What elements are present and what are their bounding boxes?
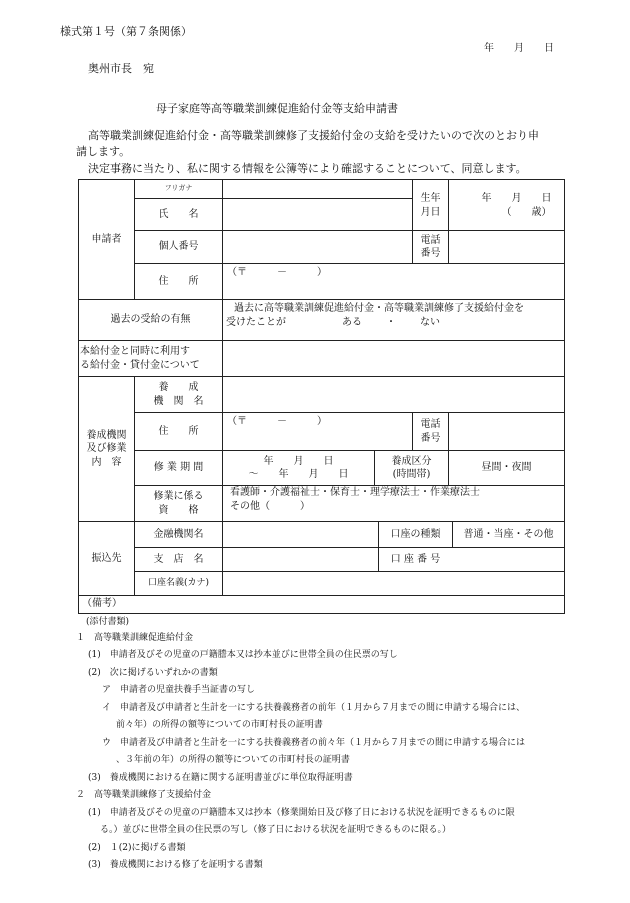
training-section-line3: 内 容	[91, 456, 122, 468]
training-section-line1: 養成機関	[86, 429, 127, 441]
attachment-item: (1) 申請者及びその児童の戸籍謄本又は抄本並びに世帯全員の住民票の写し	[88, 650, 398, 660]
training-division-value[interactable]: 昼間・夜間	[481, 462, 532, 474]
attachment-item: (3) 養成機関における在籍に関する証明書並びに単位取得証明書	[88, 773, 353, 783]
attachment-item: (3) 養成機関における修了を証明する書類	[88, 860, 263, 870]
training-division-line1: 養成区分	[391, 455, 432, 467]
document-title: 母子家庭等高等職業訓練促進給付金等支給申請書	[156, 102, 398, 115]
attachment-item: １ 高等職業訓練促進給付金	[76, 633, 194, 643]
address-label: 住 所	[158, 275, 199, 287]
training-division-line2: (時間帯)	[392, 469, 431, 480]
intro-line-1: 高等職業訓練促進給付金・高等職業訓練修了支援給付金の支給を受けたいので次のとおり申	[88, 129, 539, 142]
training-section-line2: 及び修業	[86, 443, 127, 455]
branch-name-input[interactable]	[223, 548, 378, 571]
birth-label-line1: 生年	[420, 193, 441, 204]
attachment-item: イ 申請者及び申請者と生計を一にする扶養義務者の前年（１月から７月までの間に申請する場合には、	[102, 703, 526, 713]
account-holder-label: 口座名義(カナ)	[147, 578, 210, 589]
qualification-options[interactable]	[230, 486, 562, 521]
applicant-section-label: 申請者	[91, 233, 122, 245]
birth-date-label	[413, 181, 448, 230]
attachment-item: ２ 高等職業訓練修了支援給付金	[76, 790, 212, 800]
training-phone-line1: 電話	[420, 419, 441, 430]
attachment-item: (2) １(2)に掲げる書類	[88, 843, 186, 853]
furigana-input[interactable]	[223, 180, 412, 198]
phone-input[interactable]	[449, 231, 564, 263]
concurrent-line1: 本給付金と同時に利用す	[80, 346, 190, 357]
attachment-item: (2) 次に掲げるいずれかの書類	[88, 668, 218, 678]
past-receipt-line1: 過去に高等職業訓練促進給付金・高等職業訓練修了支援給付金を	[234, 303, 524, 314]
phone-label-line1: 電話	[420, 234, 441, 246]
attachment-item: (1) 申請者及びその児童の戸籍謄本又は抄本（修業開始日及び修了日における状況を証明できるものに限	[88, 808, 515, 818]
form-number: 様式第１号（第７条関係）	[60, 25, 192, 38]
phone-label-line2: 番号	[420, 248, 441, 259]
branch-name-label: 支 店 名	[153, 553, 204, 565]
remarks-label: （備考）	[82, 598, 122, 609]
attachment-item: 前々年）の所得の額等についての市町村長の証明書	[116, 720, 323, 730]
qualification-label-line2: 資 格	[158, 504, 199, 516]
qualification-label	[135, 486, 222, 521]
training-section-label	[79, 377, 134, 521]
concurrent-benefits-label	[80, 341, 222, 376]
attachment-item: 、３年前の年）の所得の額等についての市町村長の証明書	[116, 755, 350, 765]
attachments-heading: (添付書類)	[86, 617, 130, 627]
account-number-label: 口 座 番 号	[390, 553, 441, 565]
institution-label-line1: 養 成	[158, 382, 199, 393]
institution-label-line2: 機 関 名	[153, 395, 204, 407]
individual-number-label: 個人番号	[158, 241, 199, 253]
name-input[interactable]	[223, 199, 412, 230]
training-period-start: 年 月 日	[263, 455, 334, 467]
attachment-item: る。）並びに世帯全員の住民票の写し（修了日における状況を証明できるものに限る。）	[100, 825, 452, 835]
consent-statement: 決定事務に当たり、私に関する情報を公簿等により確認することについて、同意します。	[88, 162, 527, 175]
account-number-input[interactable]	[453, 548, 564, 571]
account-type-label: 口座の種類	[390, 528, 441, 540]
training-address-zip[interactable]: （〒 － ）	[227, 416, 327, 428]
past-receipt-label: 過去の受給の有無	[110, 314, 191, 326]
age-value: （ 歳）	[501, 206, 552, 218]
past-receipt-answer	[226, 302, 562, 338]
qualification-line2: その他（ ）	[230, 500, 310, 512]
training-phone-line2: 番号	[420, 432, 441, 444]
bank-name-input[interactable]	[223, 522, 378, 547]
attachment-item: ウ 申請者及び申請者と生計を一にする扶養義務者の前々年（１月から７月までの間に申請する場合には	[102, 738, 526, 748]
submission-date: 年 月 日	[484, 43, 554, 54]
institution-name-label	[135, 377, 222, 412]
intro-line-2: 請します。	[76, 145, 131, 158]
past-receipt-prefix: 受けたことが	[226, 316, 286, 328]
training-division-label	[375, 451, 448, 485]
name-label: 氏 名	[158, 208, 199, 220]
individual-number-input[interactable]	[223, 231, 412, 263]
training-period-end: ～ 年 月 日	[248, 469, 349, 480]
account-holder-input[interactable]	[223, 572, 564, 595]
past-receipt-yes[interactable]: ある	[342, 316, 362, 328]
institution-name-input[interactable]	[223, 377, 564, 412]
qualification-label-line1: 修業に係る	[153, 491, 204, 502]
birth-label-line2: 月日	[420, 206, 441, 218]
concurrent-line2: る給付金・貸付金について	[80, 359, 200, 371]
past-receipt-no[interactable]: ない	[420, 316, 440, 328]
attachment-item: ア 申請者の児童扶養手当証書の写し	[102, 685, 256, 695]
qualification-line1: 看護師・介護福祉士・保育士・理学療法士・作業療法士	[230, 487, 480, 498]
birth-date-input[interactable]	[449, 181, 564, 230]
account-type-value[interactable]: 普通・当座・その他	[463, 528, 554, 540]
furigana-label: フリガナ	[164, 184, 193, 193]
transfer-section-label: 振込先	[91, 552, 122, 564]
phone-label	[413, 231, 448, 263]
past-receipt-line2	[226, 316, 440, 330]
addressee: 奥州市長 宛	[88, 62, 154, 75]
training-phone-label	[413, 413, 448, 450]
address-zip[interactable]: （〒 － ）	[227, 267, 327, 279]
bank-name-label: 金融機関名	[153, 528, 204, 540]
training-phone-input[interactable]	[449, 413, 564, 450]
birth-date-value: 年 月 日	[481, 193, 552, 204]
training-address-label: 住 所	[158, 425, 199, 437]
training-period-input[interactable]	[223, 451, 374, 485]
concurrent-benefits-input[interactable]	[223, 341, 564, 376]
training-period-label: 修 業 期 間	[153, 462, 204, 474]
past-receipt-dot: ・	[386, 316, 396, 328]
